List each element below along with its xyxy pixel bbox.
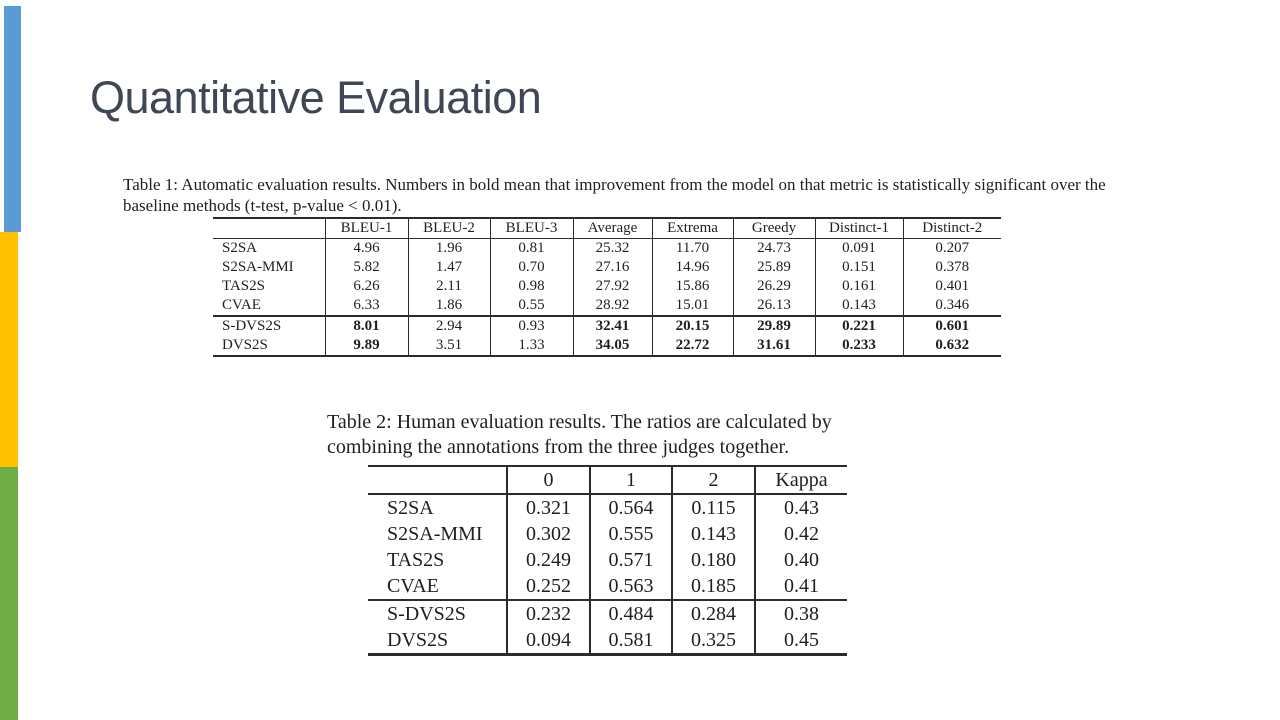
table-cell: 4.96 [325, 239, 408, 259]
table-cell: 24.73 [733, 239, 815, 259]
table-cell: 0.571 [590, 547, 672, 573]
accent-bar-blue [4, 6, 21, 232]
table-cell: 34.05 [573, 336, 652, 356]
row-label: TAS2S [222, 278, 265, 294]
table-cell: 0.151 [815, 258, 903, 277]
column-header: 2 [672, 466, 755, 494]
table-cell: 1.86 [408, 296, 490, 316]
table-row [368, 573, 847, 600]
table-row [368, 494, 847, 521]
table-cell: 15.01 [652, 296, 733, 316]
table-cell: 0.43 [755, 494, 847, 521]
row-label: S-DVS2S [387, 602, 466, 625]
table-cell: 11.70 [652, 239, 733, 259]
column-header: Extrema [652, 218, 733, 239]
table-cell: 0.42 [755, 521, 847, 547]
table-cell: 1.33 [490, 336, 573, 356]
table-cell: 25.32 [573, 239, 652, 259]
table1-caption: Table 1: Automatic evaluation results. Numbers in bold mean that improvement from the model on that metric is statistically significant over the baseline methods (t-test, p-value < 0.01). [123, 175, 1106, 215]
table-cell: 31.61 [733, 336, 815, 356]
table-cell: 0.284 [672, 600, 755, 627]
table-cell: 20.15 [652, 316, 733, 336]
column-header: Greedy [733, 218, 815, 239]
column-header: Distinct-2 [903, 218, 1001, 239]
table-cell: 0.38 [755, 600, 847, 627]
table2-caption: Table 2: Human evaluation results. The ratios are calculated by combining the annotations from the three judges together. [327, 411, 832, 458]
row-label: S-DVS2S [222, 318, 282, 334]
table-cell: 0.632 [903, 336, 1001, 356]
row-label: CVAE [387, 574, 439, 597]
column-header: 0 [507, 466, 590, 494]
table-cell: 0.233 [815, 336, 903, 356]
table-cell: 32.41 [573, 316, 652, 336]
table-cell: 0.232 [507, 600, 590, 627]
table-cell: 2.94 [408, 316, 490, 336]
table-cell: 0.143 [672, 521, 755, 547]
column-header: BLEU-1 [325, 218, 408, 239]
table-cell: 0.601 [903, 316, 1001, 336]
row-label: DVS2S [222, 337, 268, 353]
row-label: S2SA [222, 240, 258, 256]
table-cell: 0.221 [815, 316, 903, 336]
table-row [368, 627, 847, 655]
table-cell: 0.93 [490, 316, 573, 336]
column-header [368, 466, 507, 494]
table-row [213, 316, 1001, 336]
table-cell: 0.207 [903, 239, 1001, 259]
table-cell: 25.89 [733, 258, 815, 277]
row-label: TAS2S [387, 548, 445, 571]
table-cell: 29.89 [733, 316, 815, 336]
table-cell: 15.86 [652, 277, 733, 296]
table-cell: 0.302 [507, 521, 590, 547]
table-cell: 0.401 [903, 277, 1001, 296]
table-row [213, 239, 1001, 259]
table-cell: 0.564 [590, 494, 672, 521]
accent-bar-yellow [0, 232, 18, 467]
table1-automatic-evaluation [213, 217, 1001, 357]
table-cell: 0.091 [815, 239, 903, 259]
row-label: S2SA [387, 496, 434, 519]
table-cell: 26.29 [733, 277, 815, 296]
table-cell: 0.555 [590, 521, 672, 547]
column-header: Distinct-1 [815, 218, 903, 239]
table-row [368, 547, 847, 573]
table-cell: 0.346 [903, 296, 1001, 316]
column-header: BLEU-2 [408, 218, 490, 239]
table-cell: 0.41 [755, 573, 847, 600]
table-cell: 0.115 [672, 494, 755, 521]
row-label: CVAE [222, 297, 261, 313]
table-cell: 28.92 [573, 296, 652, 316]
column-header [213, 218, 325, 239]
table-row [213, 277, 1001, 296]
table-cell: 22.72 [652, 336, 733, 356]
row-label: S2SA-MMI [387, 522, 483, 545]
table-cell: 0.98 [490, 277, 573, 296]
table-cell: 8.01 [325, 316, 408, 336]
table-cell: 0.70 [490, 258, 573, 277]
table-cell: 27.92 [573, 277, 652, 296]
table-cell: 0.321 [507, 494, 590, 521]
column-header: 1 [590, 466, 672, 494]
table-cell: 0.252 [507, 573, 590, 600]
table-cell: 9.89 [325, 336, 408, 356]
row-label: S2SA-MMI [222, 259, 294, 275]
accent-bar-green [0, 467, 18, 720]
table-row [213, 258, 1001, 277]
header-row [213, 218, 1001, 239]
header-row [368, 466, 847, 494]
table-cell: 2.11 [408, 277, 490, 296]
table-cell: 0.55 [490, 296, 573, 316]
column-header: BLEU-3 [490, 218, 573, 239]
column-header: Kappa [755, 466, 847, 494]
table-cell: 0.185 [672, 573, 755, 600]
table-row [368, 521, 847, 547]
table-cell: 0.45 [755, 627, 847, 655]
table-cell: 0.161 [815, 277, 903, 296]
table-cell: 0.581 [590, 627, 672, 655]
table-row [213, 336, 1001, 356]
table-cell: 0.40 [755, 547, 847, 573]
table-cell: 0.563 [590, 573, 672, 600]
table-cell: 6.26 [325, 277, 408, 296]
table-cell: 26.13 [733, 296, 815, 316]
table-cell: 1.47 [408, 258, 490, 277]
table-row [213, 296, 1001, 316]
table-cell: 0.484 [590, 600, 672, 627]
table-cell: 0.094 [507, 627, 590, 655]
table-cell: 0.81 [490, 239, 573, 259]
table-cell: 27.16 [573, 258, 652, 277]
table-cell: 3.51 [408, 336, 490, 356]
table-cell: 1.96 [408, 239, 490, 259]
table-cell: 0.325 [672, 627, 755, 655]
row-label: DVS2S [387, 628, 449, 651]
table-cell: 14.96 [652, 258, 733, 277]
table-cell: 5.82 [325, 258, 408, 277]
table-cell: 0.249 [507, 547, 590, 573]
table-cell: 6.33 [325, 296, 408, 316]
table-cell: 0.378 [903, 258, 1001, 277]
table-row [368, 600, 847, 627]
slide-title: Quantitative Evaluation [90, 72, 542, 124]
table2-human-evaluation [368, 465, 847, 656]
table-cell: 0.143 [815, 296, 903, 316]
column-header: Average [573, 218, 652, 239]
table-cell: 0.180 [672, 547, 755, 573]
